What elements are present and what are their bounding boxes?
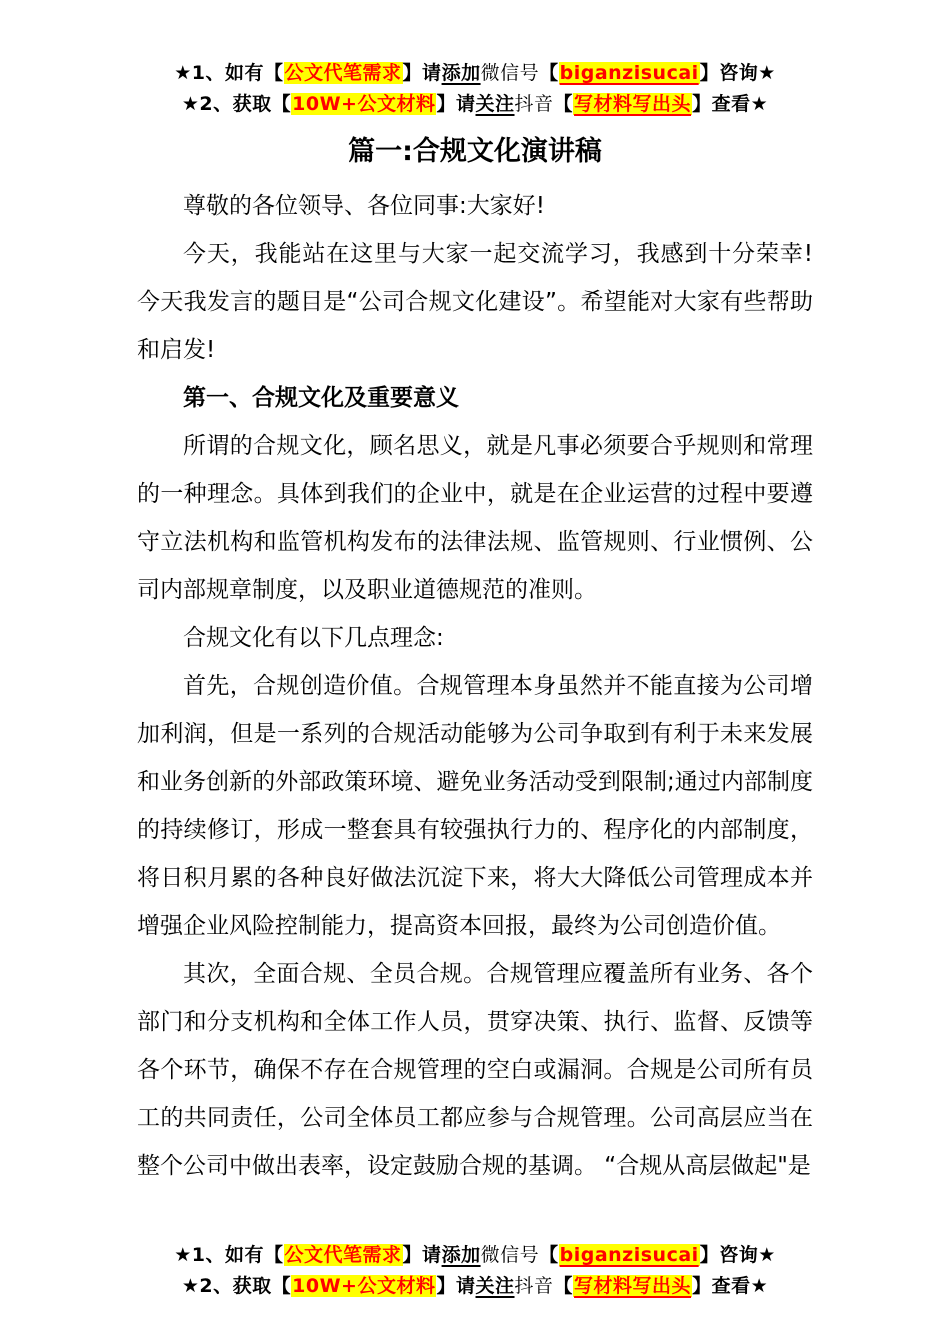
banner-segment: 10W+公文材料: [292, 93, 436, 115]
banner-segment: 公文代笔需求: [284, 1244, 402, 1266]
banner-line-1: [0, 58, 950, 89]
banner-segment: biganzisucai: [559, 62, 699, 84]
banner-segment: 】请: [436, 1275, 476, 1297]
banner-segment: 抖音: [514, 93, 554, 115]
banner-segment: 公文代笔需求: [284, 62, 402, 84]
banner-segment: 添加: [441, 62, 481, 84]
banner-segment: ★2、获取【: [181, 93, 292, 115]
banner-segment: 微信号: [480, 1244, 540, 1266]
top-promo-banner: [0, 0, 950, 120]
banner-segment: 【: [553, 1275, 574, 1297]
banner-segment: 微信号: [480, 62, 540, 84]
banner-segment: 10W+公文材料: [292, 1275, 436, 1297]
banner-line-1: [0, 1240, 950, 1271]
banner-line-2: [0, 89, 950, 120]
banner-segment: ★1、如有【: [174, 62, 284, 84]
banner-segment: 】请: [402, 62, 442, 84]
banner-segment: 】咨询★: [699, 1244, 776, 1266]
document-body: [137, 182, 813, 1190]
bottom-promo-banner: [0, 1240, 950, 1302]
paragraph: 其次，全面合规、全员合规。合规管理应覆盖所有业务、各个部门和分支机构和全体工作人员，贯穿决策、执行、监督、反馈等各个环节，确保不存在合规管理的空白或漏洞。合规是公司所有员工的共同责任，公司全体员工都应参与合规管理。公司高层应当在整个公司中做出表率，设定鼓励合规的基调。 “合规从高层做起"是: [137, 961, 813, 1179]
banner-line-2: [0, 1271, 950, 1302]
banner-segment: 【: [553, 93, 574, 115]
paragraph: 合规文化有以下几点理念:: [183, 625, 444, 651]
section-heading: 第一、合规文化及重要意义: [183, 385, 459, 411]
banner-segment: 写材料写出头: [574, 1275, 692, 1297]
paragraph: 今天，我能站在这里与大家一起交流学习，我感到十分荣幸!今天我发言的题目是“公司合规文化建设”。希望能对大家有些帮助和启发!: [137, 241, 813, 363]
banner-segment: 】查看★: [692, 1275, 769, 1297]
banner-segment: 【: [539, 62, 559, 84]
banner-segment: 抖音: [514, 1275, 554, 1297]
banner-segment: 】请: [402, 1244, 442, 1266]
paragraph: 尊敬的各位领导、各位同事:大家好!: [183, 193, 545, 219]
banner-segment: ★2、获取【: [181, 1275, 292, 1297]
banner-segment: 写材料写出头: [574, 93, 692, 115]
banner-segment: 】咨询★: [699, 62, 776, 84]
banner-segment: 关注: [475, 1275, 515, 1297]
banner-segment: 关注: [475, 93, 515, 115]
document-title: 篇一:合规文化演讲稿: [348, 136, 602, 167]
banner-segment: 【: [539, 1244, 559, 1266]
banner-segment: ★1、如有【: [174, 1244, 284, 1266]
banner-segment: biganzisucai: [559, 1244, 699, 1266]
banner-segment: 】请: [436, 93, 476, 115]
paragraph: 首先，合规创造价值。合规管理本身虽然并不能直接为公司增加利润，但是一系列的合规活动能够为公司争取到有利于未来发展和业务创新的外部政策环境、避免业务活动受到限制;通过内部制度的持续修订，形成一整套具有较强执行力的、程序化的内部制度，将日积月累的各种良好做法沉淀下来，将大大降低公司管理成本并增强企业风险控制能力，提高资本回报，最终为公司创造价值。: [137, 673, 813, 939]
paragraph: 所谓的合规文化，顾名思义，就是凡事必须要合乎规则和常理的一种理念。具体到我们的企业中，就是在企业运营的过程中要遵守立法机构和监管机构发布的法律法规、监管规则、行业惯例、公司内部规章制度，以及职业道德规范的准则。: [137, 433, 813, 603]
banner-segment: 添加: [441, 1244, 481, 1266]
banner-segment: 】查看★: [692, 93, 769, 115]
